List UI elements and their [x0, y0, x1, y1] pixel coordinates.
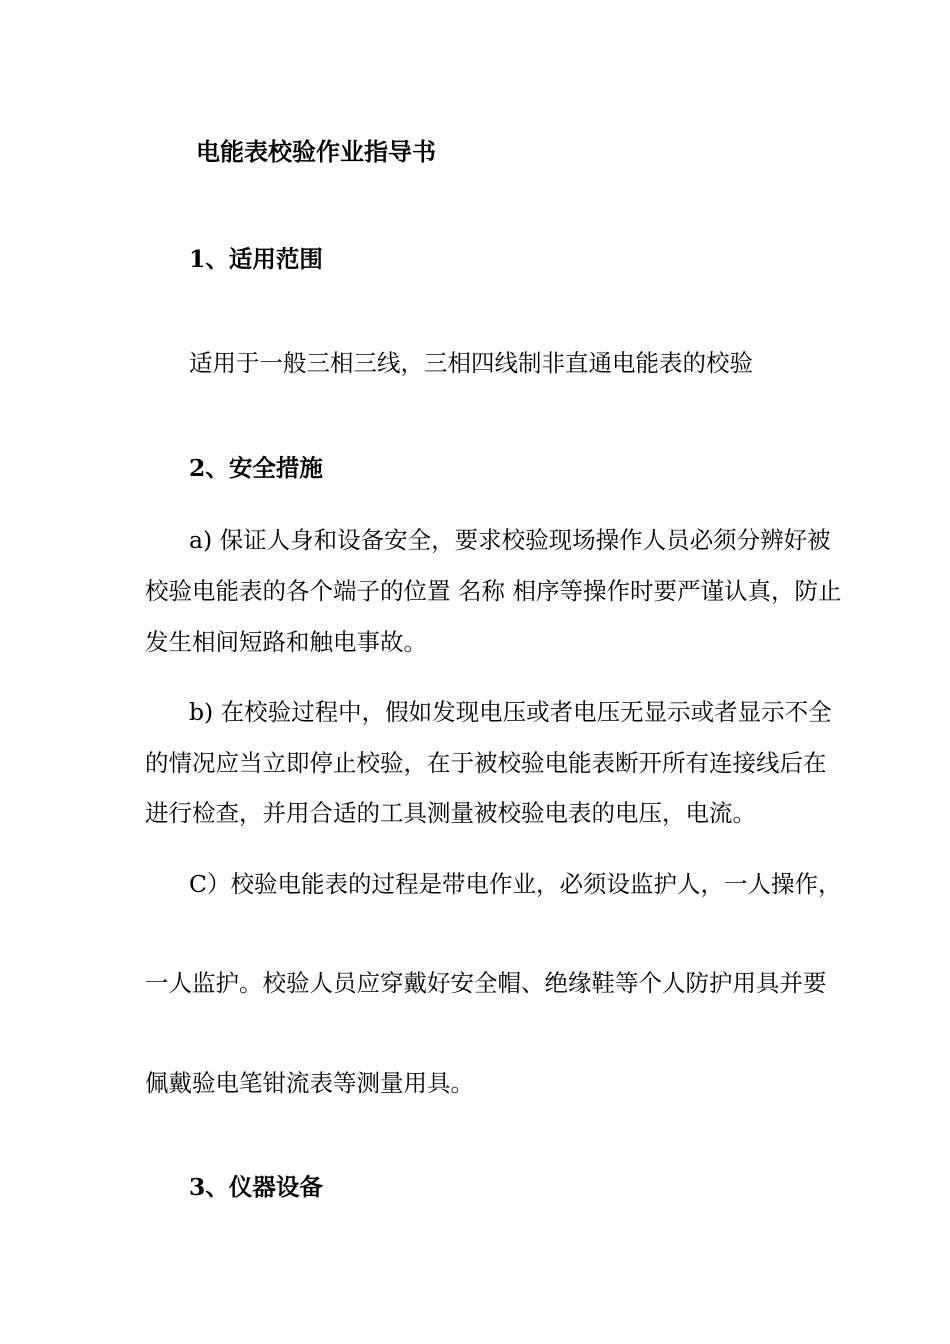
- section-2-heading: 2、安全措施: [189, 454, 323, 482]
- item-b-line-1: b) 在校验过程中，假如发现电压或者电压无显示或者显示不全: [189, 698, 832, 726]
- section-3-heading: 3、仪器设备: [189, 1173, 323, 1201]
- item-c-line-3: 佩戴验电笔钳流表等测量用具。: [145, 1069, 474, 1097]
- item-b-line-3: 进行检查，并用合适的工具测量被校验电表的电压，电流。: [145, 799, 756, 827]
- document-title: 电能表校验作业指导书: [196, 137, 436, 166]
- item-a-line-3: 发生相间短路和触电事故。: [145, 628, 427, 656]
- item-c-line-2: 一人监护。校验人员应穿戴好安全帽、绝缘鞋等个人防护用具并要: [145, 969, 827, 997]
- item-a-line-2: 校验电能表的各个端子的位置 名称 相序等操作时要严谨认真，防止: [145, 577, 842, 605]
- section-1-body: 适用于一般三相三线，三相四线制非直通电能表的校验: [189, 349, 753, 377]
- section-1-heading: 1、适用范围: [189, 245, 323, 273]
- item-a-line-1: a) 保证人身和设备安全，要求校验现场操作人员必须分辨好被: [189, 526, 831, 554]
- item-b-line-2: 的情况应当立即停止校验，在于被校验电能表断开所有连接线后在: [145, 749, 827, 777]
- item-c-line-1: C）校验电能表的过程是带电作业，必须设监护人，一人操作，: [189, 870, 842, 898]
